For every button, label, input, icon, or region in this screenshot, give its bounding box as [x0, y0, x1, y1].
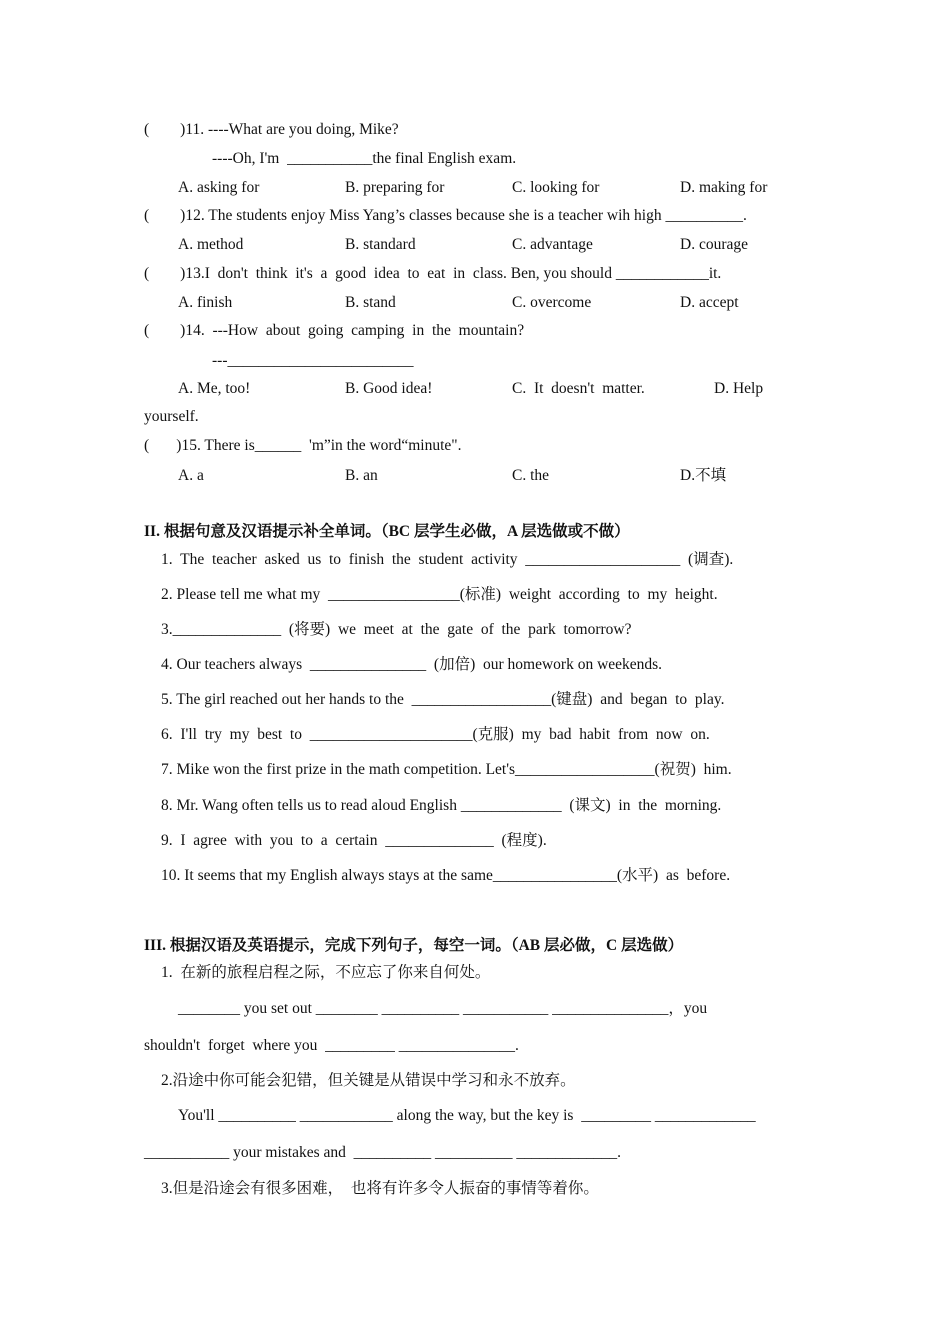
option-a: A. asking for — [178, 179, 260, 196]
option-c: C. the — [512, 467, 550, 484]
option-c: C. looking for — [512, 179, 600, 196]
option-d: D. Help — [714, 380, 764, 397]
section-2-item: 9. I agree with you to a certain ______________ (程度). — [161, 832, 547, 849]
option-b: B. an — [345, 467, 378, 484]
option-d: D. courage — [680, 236, 748, 253]
section-3-q1-english-line1: ________ you set out ________ __________ ___________ _______________，you — [178, 1000, 708, 1017]
section-3-q2-english-line2: ___________ your mistakes and __________ __________ _____________. — [144, 1144, 622, 1161]
section-2-item: 7. Mike won the first prize in the math competition. Let's__________________(祝贺) him. — [161, 761, 732, 778]
section-2-item: 5. The girl reached out her hands to the __________________(键盘) and began to play. — [161, 691, 725, 708]
question-14: ( )14. ---How about going camping in the mountain? — [144, 322, 525, 339]
option-d: D. making for — [680, 179, 768, 196]
option-a: A. method — [178, 236, 244, 253]
option-b: B. preparing for — [345, 179, 445, 196]
section-3-q2-english-line1: You'll __________ ____________ along the way, but the key is _________ _____________ — [178, 1107, 756, 1124]
option-a: A. Me, too! — [178, 380, 251, 397]
question-11-answer-line: ----Oh, I'm ___________the final English exam. — [212, 150, 517, 167]
section-2-item: 3.______________ (将要) we meet at the gate of the park tomorrow? — [161, 621, 632, 638]
section-2-item: 8. Mr. Wang often tells us to read aloud English _____________ (课文) in the morning. — [161, 797, 722, 814]
option-c: C. advantage — [512, 236, 593, 253]
question-13: ( )13.I don't think it's a good idea to eat in class. Ben, you should ____________it. — [144, 265, 722, 282]
section-2-item: 6. I'll try my best to _____________________(克服) my bad habit from now on. — [161, 726, 710, 743]
section-2-item: 1. The teacher asked us to finish the student activity ____________________ (调查). — [161, 551, 734, 568]
option-d-wrap: yourself. — [144, 408, 199, 425]
option-c: C. It doesn't matter. — [512, 380, 645, 397]
section-3-title: III. 根据汉语及英语提示，完成下列句子，每空一词。（AB 层必做，C 层选做） — [144, 937, 684, 954]
section-2-item: 4. Our teachers always _______________ (加倍) our homework on weekends. — [161, 656, 663, 673]
section-2-item: 2. Please tell me what my _________________(标准) weight according to my height. — [161, 586, 718, 603]
option-a: A. a — [178, 467, 204, 484]
option-c: C. overcome — [512, 294, 592, 311]
option-b: B. standard — [345, 236, 416, 253]
section-3-q2-chinese: 2.沿途中你可能会犯错，但关键是从错误中学习和永不放弃。 — [161, 1072, 576, 1089]
option-b: B. stand — [345, 294, 396, 311]
section-2-title: II. 根据句意及汉语提示补全单词。（BC 层学生必做，A 层选做或不做） — [144, 523, 630, 540]
section-2-item: 10. It seems that my English always stays at the same________________(水平) as before. — [161, 867, 731, 884]
option-a: A. finish — [178, 294, 233, 311]
question-12: ( )12. The students enjoy Miss Yang’s classes because she is a teacher wih high __________. — [144, 207, 747, 224]
option-d: D. accept — [680, 294, 739, 311]
question-15: ( )15. There is______ 'm”in the word“minute". — [144, 437, 462, 454]
question-11: ( )11. ----What are you doing, Mike? — [144, 121, 399, 138]
option-d: D.不填 — [680, 467, 727, 484]
option-b: B. Good idea! — [345, 380, 433, 397]
section-3-q1-chinese: 1. 在新的旅程启程之际，不应忘了你来自何处。 — [161, 964, 491, 981]
section-3-q1-english-line2: shouldn't forget where you _________ _______________. — [144, 1037, 519, 1054]
question-14-answer-line: ---________________________ — [212, 352, 414, 369]
section-3-q3-chinese: 3.但是沿途会有很多困难， 也将有许多令人振奋的事情等着你。 — [161, 1180, 599, 1197]
